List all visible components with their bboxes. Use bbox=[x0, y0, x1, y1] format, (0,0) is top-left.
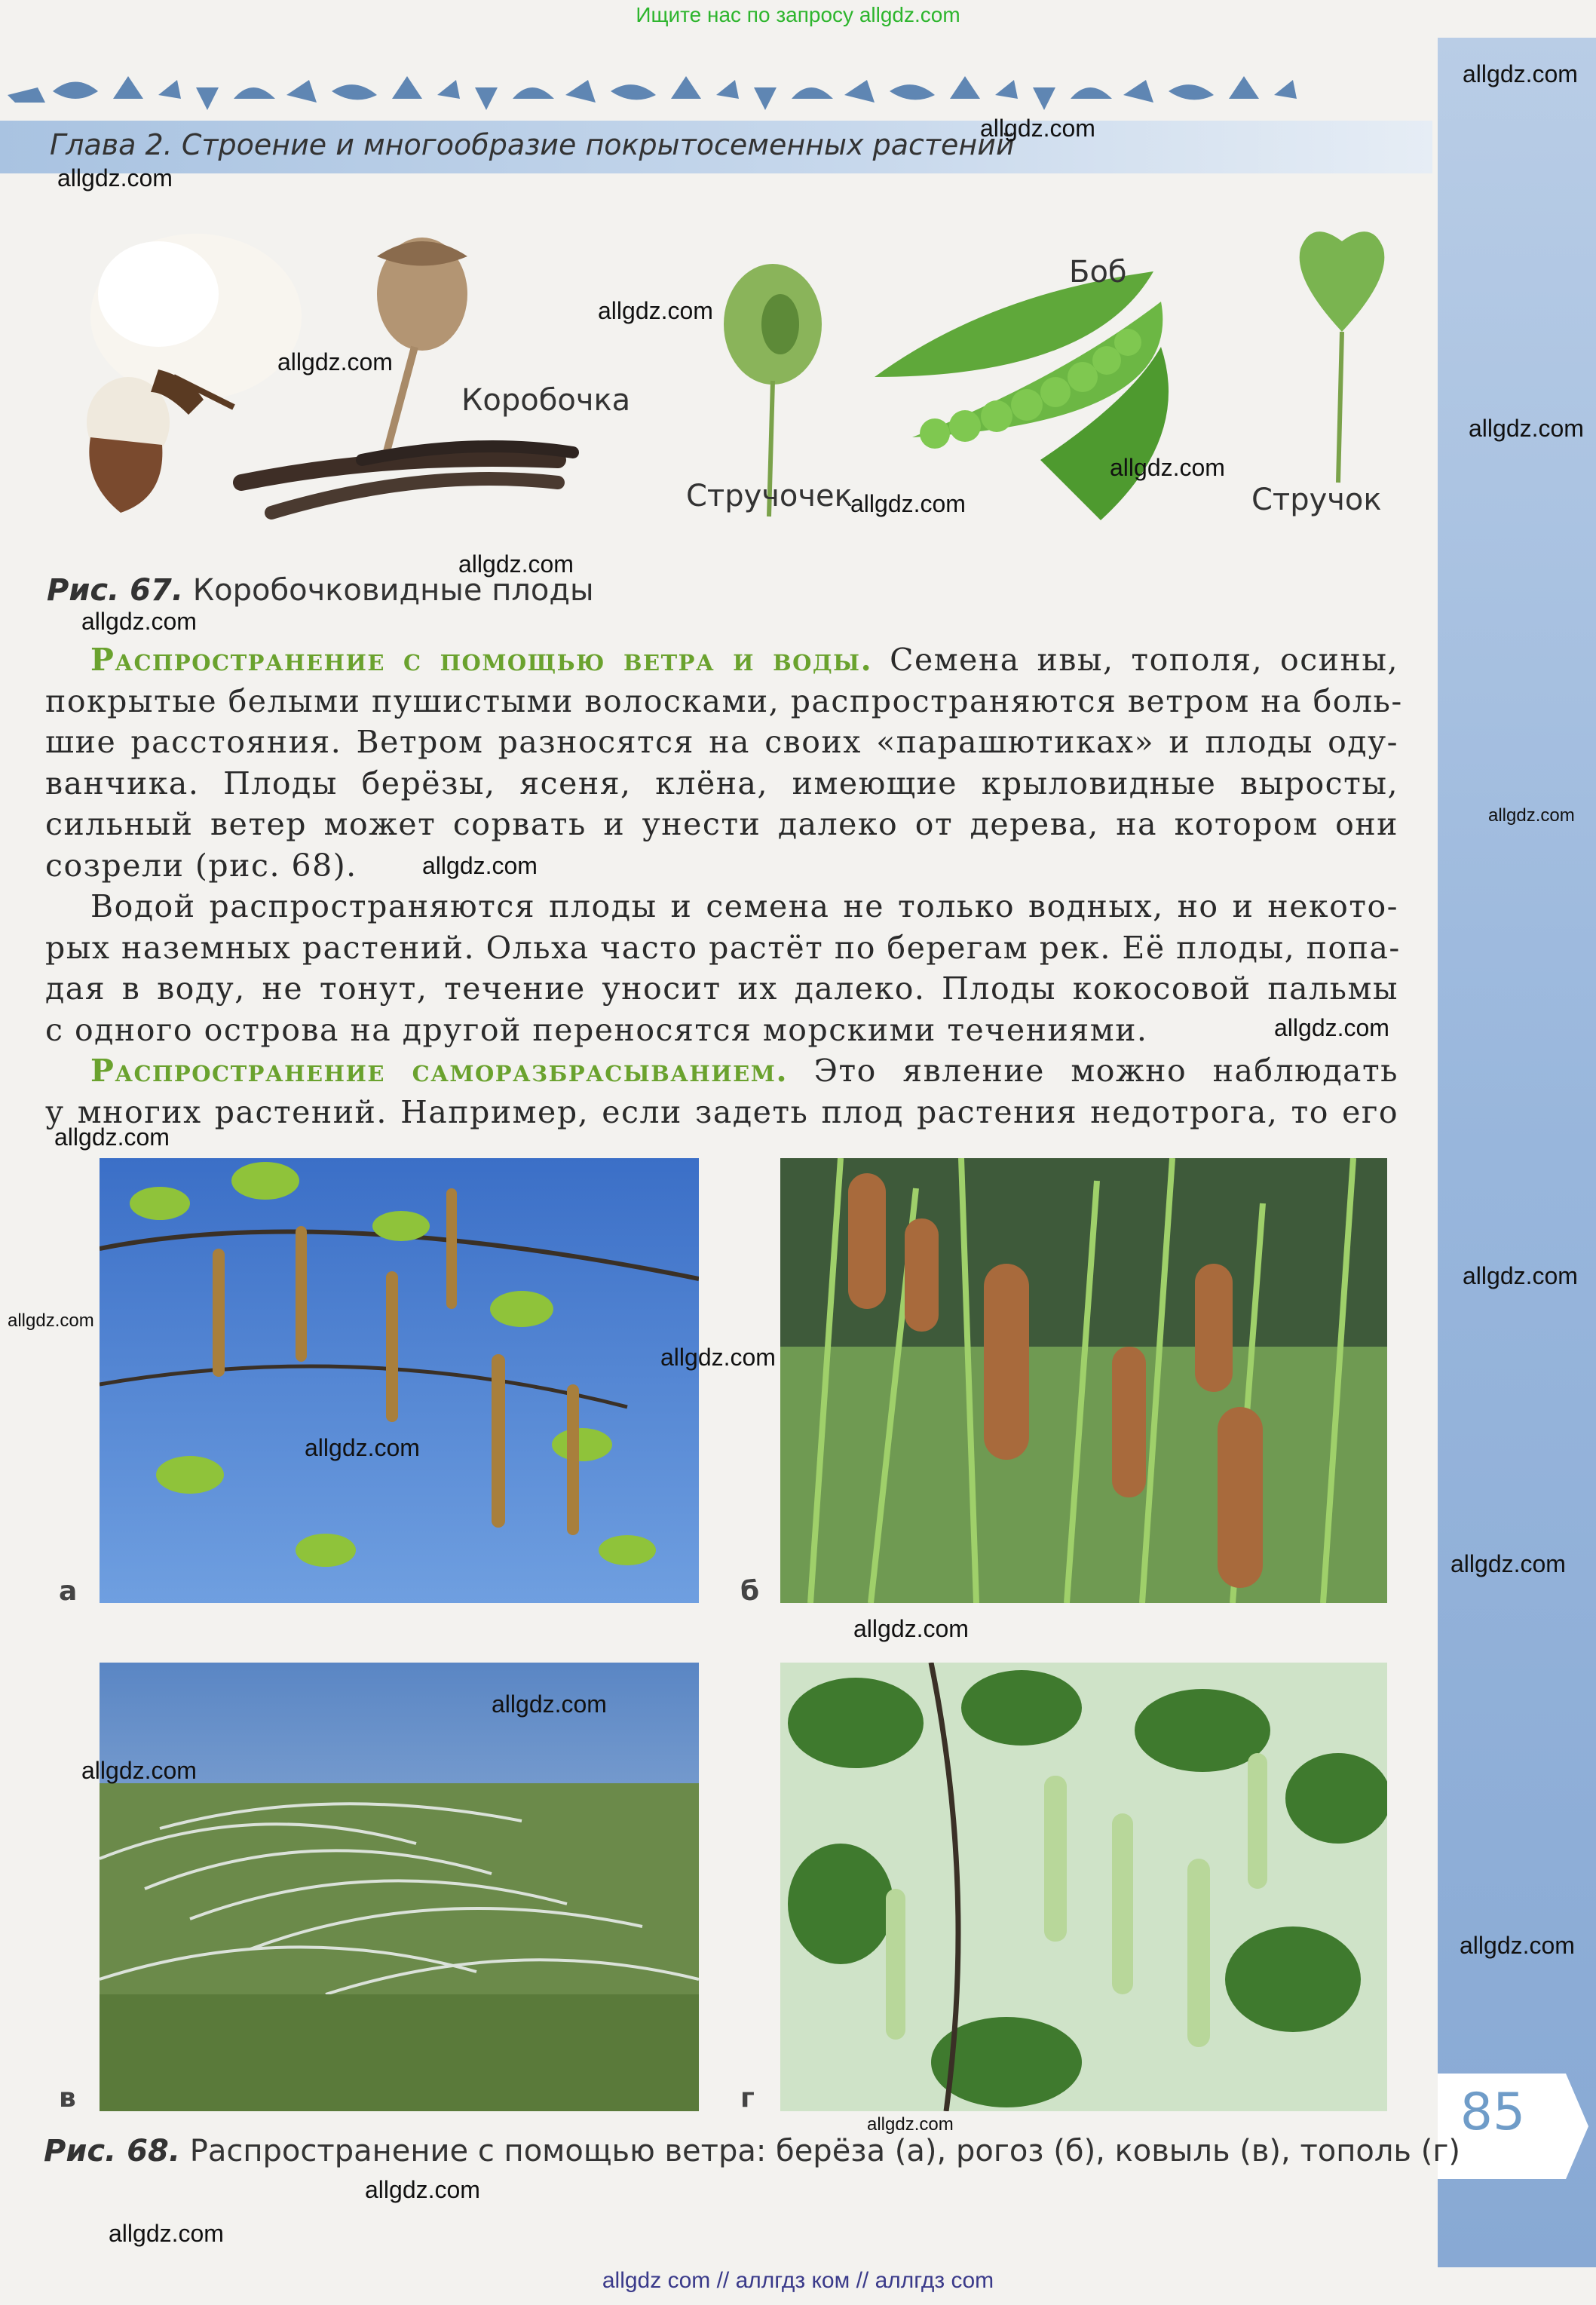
text-line: дая в воду, не тонут, течение уносит их далеко. Плоды кокосовой пальмы bbox=[45, 970, 1398, 1007]
text-line: рых наземных растений. Ольха часто растёт по берегам рек. Её плоды, попа- bbox=[45, 929, 1401, 966]
text-line: шие расстояния. Ветром разносятся на своих «парашютиках» и плоды оду- bbox=[45, 724, 1398, 760]
watermark: allgdz.com bbox=[1469, 415, 1584, 442]
paragraph-water bbox=[45, 886, 1401, 1050]
text-line: покрытые белыми пушистыми волосками, распространяются ветром на боль- bbox=[45, 682, 1403, 719]
silique-fruit bbox=[1300, 231, 1385, 483]
watermark: allgdz.com bbox=[850, 490, 966, 517]
watermark: allgdz.com bbox=[1110, 454, 1225, 481]
watermark: allgdz.com bbox=[867, 2114, 954, 2135]
watermark: allgdz.com bbox=[54, 1123, 170, 1151]
paragraph-wind-water bbox=[45, 639, 1403, 886]
watermark: allgdz.com bbox=[81, 608, 197, 635]
watermark: allgdz.com bbox=[458, 550, 574, 578]
text-line: Распространение саморазбрасыванием. Это явление можно наблюдать bbox=[90, 1053, 1399, 1089]
pea-pods bbox=[875, 271, 1169, 520]
watermark: allgdz.com bbox=[1274, 1014, 1389, 1041]
photo-letter-a: а bbox=[59, 1576, 78, 1607]
watermark: allgdz.com bbox=[109, 2220, 224, 2247]
photo-letter-v: в bbox=[59, 2083, 76, 2113]
text-line: у многих растений. Например, если задеть плод растения недотрога, то его bbox=[45, 1093, 1398, 1130]
watermark: allgdz.com bbox=[1460, 1932, 1575, 1959]
page-number: 85 bbox=[1460, 2083, 1526, 2142]
figure-68-number: Рис. 68. bbox=[44, 2134, 181, 2169]
watermark: allgdz.com bbox=[598, 297, 713, 324]
figure-68-caption bbox=[44, 2134, 1460, 2169]
watermark: allgdz.com bbox=[8, 1310, 94, 1331]
figure-67-illustration bbox=[45, 211, 1402, 573]
watermark: allgdz.com bbox=[853, 1615, 969, 1642]
text-line: созрели (рис. 68). bbox=[45, 847, 357, 884]
photo-poplar bbox=[780, 1663, 1387, 2111]
watermark: allgdz.com bbox=[305, 1434, 420, 1461]
photo-letter-b: б bbox=[740, 1576, 760, 1607]
section-heading-wind-water: Распространение с помощью ветра и воды. bbox=[90, 642, 873, 678]
watermark: allgdz.com bbox=[1463, 1262, 1578, 1289]
section-heading-self-dispersal: Распространение саморазбрасыванием. bbox=[90, 1053, 789, 1089]
watermark: allgdz.com bbox=[277, 348, 393, 375]
photo-feather-grass bbox=[100, 1663, 699, 2111]
watermark: allgdz.com bbox=[1488, 805, 1575, 826]
figure-67-text: Коробочковидные плоды bbox=[192, 573, 594, 608]
watermark: allgdz.com bbox=[57, 164, 173, 192]
watermark: allgdz.com bbox=[492, 1690, 607, 1718]
label-struchok: Стручок bbox=[1251, 483, 1382, 517]
text-line: Распространение с помощью ветра и воды. Семена ивы, тополя, осины, bbox=[90, 642, 1398, 678]
paragraph-self-dispersal bbox=[45, 1050, 1398, 1133]
watermark: allgdz.com bbox=[1463, 60, 1578, 87]
watermark: allgdz.com bbox=[81, 1757, 197, 1784]
text-line: сильный ветер может сорвать и унести далеко от дерева, на котором они bbox=[45, 806, 1398, 842]
watermark: allgdz.com bbox=[1450, 1550, 1566, 1577]
top-note: Ищите нас по запросу allgdz.com bbox=[636, 3, 960, 26]
watermark: allgdz.com bbox=[365, 2176, 480, 2203]
label-korobochka: Коробочка bbox=[461, 383, 631, 418]
figure-68-text: Распространение с помощью ветра: берёза (а), рогоз (б), ковыль (в), тополь (г) bbox=[189, 2134, 1460, 2169]
bottom-note: allgdz com // аллгдз ком // аллгдз com bbox=[602, 2268, 994, 2293]
label-struchochek: Стручочек bbox=[686, 479, 853, 513]
photo-birch bbox=[100, 1158, 699, 1603]
text-line: Водой распространяются плоды и семена не только водных, но и некото- bbox=[90, 888, 1398, 924]
watermark: allgdz.com bbox=[980, 115, 1095, 142]
figure-67-number: Рис. 67. bbox=[47, 573, 184, 608]
chapter-title: Глава 2. Строение и многообразие покрытосеменных растений bbox=[50, 128, 1015, 161]
photo-cattail bbox=[780, 1158, 1387, 1603]
watermark: allgdz.com bbox=[422, 852, 538, 879]
photo-letter-g: г bbox=[740, 2083, 755, 2113]
text-line: с одного острова на другой переносятся морскими течениями. bbox=[45, 1011, 1148, 1048]
animal-silhouette-strip bbox=[0, 65, 1327, 118]
vanilla-pods bbox=[241, 446, 573, 513]
label-bob: Боб bbox=[1069, 255, 1127, 290]
text-line: ванчика. Плоды берёзы, ясеня, клёна, имеющие крыловидные выросты, bbox=[45, 765, 1398, 802]
watermark: allgdz.com bbox=[660, 1344, 776, 1371]
